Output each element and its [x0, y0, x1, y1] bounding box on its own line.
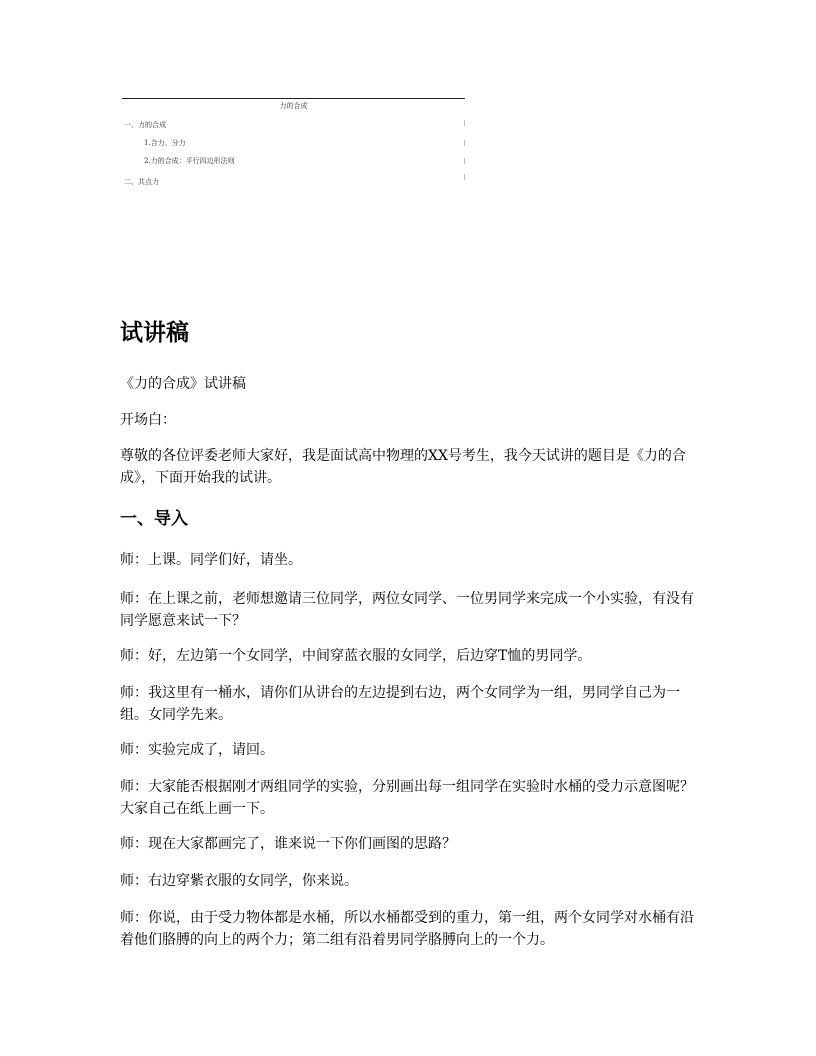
opening-paragraph: 尊敬的各位评委老师大家好，我是面试高中物理的XX号考生，我今天试讲的题目是《力的合成》，下面开始我的试讲。	[120, 448, 686, 486]
plan-edge-mark	[464, 120, 465, 126]
dialogue-paragraph: 师：实验完成了，请回。	[120, 742, 274, 758]
section-heading-intro: 一、导入	[120, 509, 188, 529]
opening-label: 开场白：	[120, 412, 176, 428]
document-title: 试讲稿	[120, 320, 189, 346]
plan-line-1: 一、力的合成	[124, 121, 166, 129]
plan-edge-mark	[464, 158, 465, 164]
plan-edge-mark	[464, 174, 465, 180]
dialogue-paragraph: 师：上课。同学们好，请坐。	[120, 552, 302, 568]
plan-line-2: 1.合力、分力	[144, 139, 186, 147]
blackboard-plan	[122, 96, 465, 196]
dialogue-paragraph: 师：我这里有一桶水，请你们从讲台的左边提到右边，两个女同学为一组，男同学自己为一组。女同学先来。	[120, 685, 680, 723]
dialogue-paragraph: 师：现在大家都画完了，谁来说一下你们画图的思路？	[120, 836, 456, 852]
dialogue-paragraph: 师：大家能否根据刚才两组同学的实验，分别画出每一组同学在实验时水桶的受力示意图呢？大家自己在纸上画一下。	[120, 779, 694, 817]
dialogue-paragraph: 师：右边穿紫衣服的女同学，你来说。	[120, 873, 358, 889]
dialogue-paragraph: 师：你说，由于受力物体都是水桶，所以水桶都受到的重力，第一组，两个女同学对水桶有沿着他们胳膊的向上的两个力；第二组有沿着男同学胳膊向上的一个力。	[120, 910, 694, 948]
dialogue-paragraph: 师：在上课之前，老师想邀请三位同学，两位女同学、一位男同学来完成一个小实验，有没有同学愿意来试一下？	[120, 591, 694, 629]
plan-edge-mark	[464, 140, 465, 146]
plan-line-4: 二、共点力	[124, 178, 159, 186]
plan-line-3: 2.力的合成：平行四边形法则	[144, 157, 235, 165]
plan-top-rule	[122, 98, 465, 99]
dialogue-paragraph: 师：好，左边第一个女同学，中间穿蓝衣服的女同学，后边穿T恤的男同学。	[120, 648, 592, 664]
plan-title: 力的合成	[279, 102, 308, 110]
lesson-subtitle: 《力的合成》试讲稿	[120, 376, 246, 392]
